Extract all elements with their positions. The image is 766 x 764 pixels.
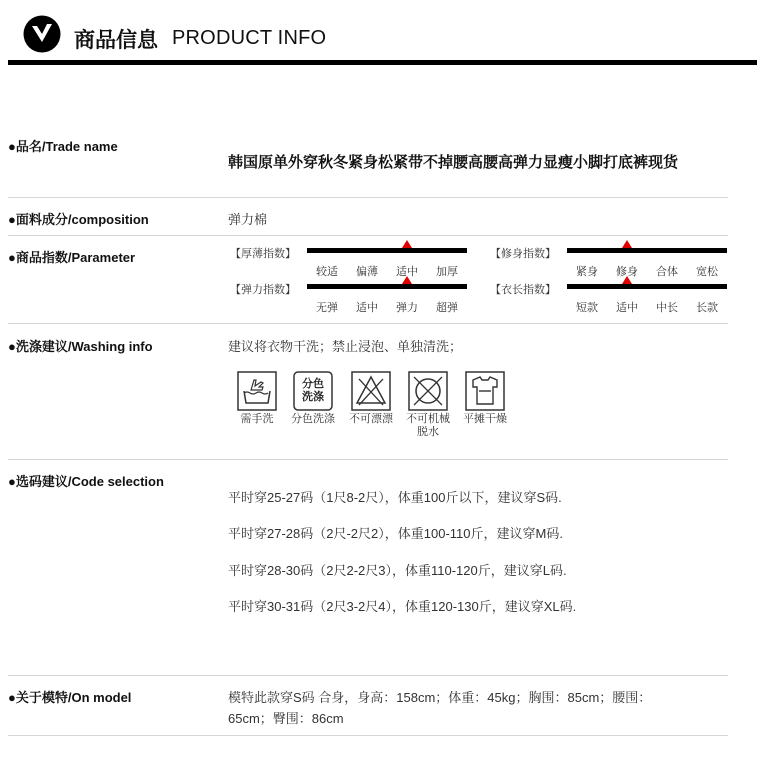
scale-selected-marker (402, 276, 412, 284)
trade-name-value: 韩国原单外穿秋冬紧身松紧带不掉腰高腰高弹力显瘦小脚打底裤现货 (228, 154, 679, 171)
scale-option: 中长 (656, 302, 678, 314)
scale-option: 短款 (576, 302, 598, 314)
washing-label: ●洗涤建议/Washing info (8, 339, 153, 354)
separate-wash-icon (293, 371, 333, 411)
scale-selected-marker (622, 276, 632, 284)
scale-title: 【弹力指数】 (230, 284, 296, 296)
scale-bar (307, 248, 467, 253)
wash-icon-caption: 平摊干燥 (463, 413, 507, 425)
scale-option: 修身 (616, 266, 638, 278)
hand-wash-icon (237, 371, 277, 411)
section-divider (8, 459, 728, 460)
scale-bar (567, 248, 727, 253)
scale-selected-marker (622, 240, 632, 248)
scale-option: 弹力 (396, 302, 418, 314)
scale-title: 【修身指数】 (490, 248, 556, 260)
section-divider (8, 197, 728, 198)
page-title-en: PRODUCT INFO (172, 27, 327, 49)
icon-inner-text: 分色 (302, 378, 324, 390)
scale-option: 合体 (656, 266, 678, 278)
wash-icon-caption: 不可机械 (406, 413, 450, 425)
section-divider (8, 323, 728, 324)
scale-option: 宽松 (696, 266, 718, 278)
dry-flat-icon (465, 371, 505, 411)
scale-option: 较适 (316, 266, 338, 278)
model-info-line: 模特此款穿S码 合身，身高：158cm；体重：45kg；胸围：85cm；腰围： (228, 690, 652, 705)
brand-logo-icon (23, 15, 61, 53)
size-advice-line: 平时穿25-27码（1尺8-2尺），体重100斤以下，建议穿S码. (228, 490, 562, 505)
size-advice-line: 平时穿28-30码（2尺2-2尺3），体重110-120斤，建议穿L码. (228, 563, 567, 578)
scale-selected-marker (402, 240, 412, 248)
scale-bar (307, 284, 467, 289)
trade-name-label: ●品名/Trade name (8, 139, 118, 154)
icon-inner-text: 洗涤 (302, 391, 324, 403)
scale-title: 【厚薄指数】 (230, 248, 296, 260)
scale-option: 偏薄 (356, 266, 378, 278)
scale-title: 【衣长指数】 (490, 284, 556, 296)
scale-option: 紧身 (576, 266, 598, 278)
scale-option: 长款 (696, 302, 718, 314)
scale-bar (567, 284, 727, 289)
on-model-label: ●关于模特/On model (8, 690, 132, 705)
composition-value: 弹力棉 (228, 212, 268, 227)
wash-icon-caption: 需手洗 (240, 413, 274, 425)
parameter-label: ●商品指数/Parameter (8, 250, 136, 265)
size-advice-line: 平时穿27-28码（2尺-2尺2），体重100-110斤，建议穿M码. (228, 526, 563, 541)
code-selection-label: ●选码建议/Code selection (8, 474, 164, 489)
header-rule (8, 60, 757, 65)
page-title-cn: 商品信息 (74, 29, 158, 52)
scale-option: 适中 (616, 302, 638, 314)
wash-icon-caption: 分色洗涤 (291, 413, 335, 425)
model-info-line: 65cm；臀围：86cm (228, 711, 344, 726)
composition-label: ●面料成分/composition (8, 212, 149, 227)
section-divider (8, 735, 728, 736)
size-advice-line: 平时穿30-31码（2尺3-2尺4），体重120-130斤，建议穿XL码. (228, 599, 577, 614)
section-divider (8, 235, 728, 236)
no-tumble-dry-icon (408, 371, 448, 411)
scale-option: 适中 (356, 302, 378, 314)
wash-icon-caption: 不可漂漂 (349, 413, 393, 425)
section-divider (8, 675, 728, 676)
wash-icon-caption: 脱水 (417, 426, 439, 438)
washing-text: 建议将衣物干洗；禁止浸泡、单独清洗； (228, 339, 463, 354)
scale-option: 适中 (396, 266, 418, 278)
scale-option: 无弹 (316, 302, 338, 314)
scale-option: 加厚 (436, 266, 458, 278)
scale-option: 超弹 (436, 302, 458, 314)
no-bleach-icon (351, 371, 391, 411)
